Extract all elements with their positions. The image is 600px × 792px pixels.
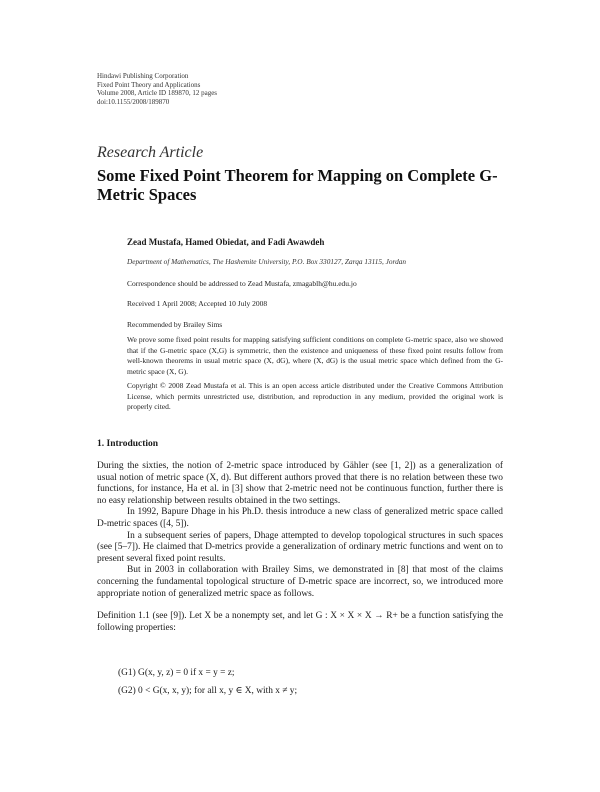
property-g1: (G1) G(x, y, z) = 0 if x = y = z; (118, 668, 235, 678)
journal-name: Fixed Point Theory and Applications (97, 80, 201, 89)
authors: Zead Mustafa, Hamed Obiedat, and Fadi Awawdeh (127, 237, 325, 247)
article-title: Some Fixed Point Theorem for Mapping on Complete G-Metric Spaces (97, 166, 498, 204)
received-dates: Received 1 April 2008; Accepted 10 July 2008 (127, 299, 268, 308)
doi: doi:10.1155/2008/189870 (97, 97, 170, 106)
abstract: We prove some fixed point results for mapping satisfying sufficient conditions on complete G-metric space, also we showed that if the G-metric space (X,G) is symmetric, then the existence and uniqueness of these fixed point results follow from well-known theorems in usual metric space (X, dG), where (X, dG) is the usual metric space which defined from the G-metric space (X, G). (127, 335, 503, 376)
copyright-notice: Copyright © 2008 Zead Mustafa et al. This is an open access article distributed under the Creative Commons Attribution License, which permits unrestricted use, distribution, and reproduction in any medium, provided the original work is properly cited. (127, 381, 503, 411)
recommended-by: Recommended by Brailey Sims (127, 320, 223, 329)
journal-header (97, 72, 217, 106)
paragraph: But in 2003 in collaboration with Brailey Sims, we demonstrated in [8] that most of the claims concerning the fundamental topological structure of D-metric space are incorrect, so, we introduced more appropriate notion of generalized metric space as follows. (97, 565, 503, 599)
affiliation: Department of Mathematics, The Hashemite University, P.O. Box 330127, Zarqa 13115, Jordan (127, 257, 407, 266)
article-type-label: Research Article (97, 144, 204, 161)
property-g2: (G2) 0 < G(x, x, y); for all x, y ∈ X, with x ≠ y; (118, 686, 298, 696)
definition: Definition 1.1 (see [9]). Let X be a nonempty set, and let G : X × X × X → R+ be a function satisfying the following properties: (97, 611, 503, 633)
paragraph: In 1992, Bapure Dhage in his Ph.D. thesis introduce a new class of generalized metric space called D-metric spaces ([4, 5]). (97, 507, 503, 529)
publisher: Hindawi Publishing Corporation (97, 72, 189, 80)
paragraph: In a subsequent series of papers, Dhage attempted to develop topological structures in such spaces (see [5–7]). He claimed that D-metrics provide a generalization of ordinary metric functions and went on to present several fixed point results. (97, 530, 503, 564)
section-heading: 1. Introduction (97, 439, 159, 449)
volume-info: Volume 2008, Article ID 189870, 12 pages (97, 89, 218, 97)
paragraph: During the sixties, the notion of 2-metric space introduced by Gähler (see [1, 2]) as a generalization of usual notion of metric space (X, d). But different authors proved that there is no relation between these two functions, for instance, Ha et al. in [3] show that 2-metric need not be continuous function, further there is no easy relationship between results obtained in the two settings. (97, 461, 503, 506)
section-body (97, 461, 503, 634)
correspondence: Correspondence should be addressed to Zead Mustafa, zmagablh@hu.edu.jo (127, 279, 357, 288)
